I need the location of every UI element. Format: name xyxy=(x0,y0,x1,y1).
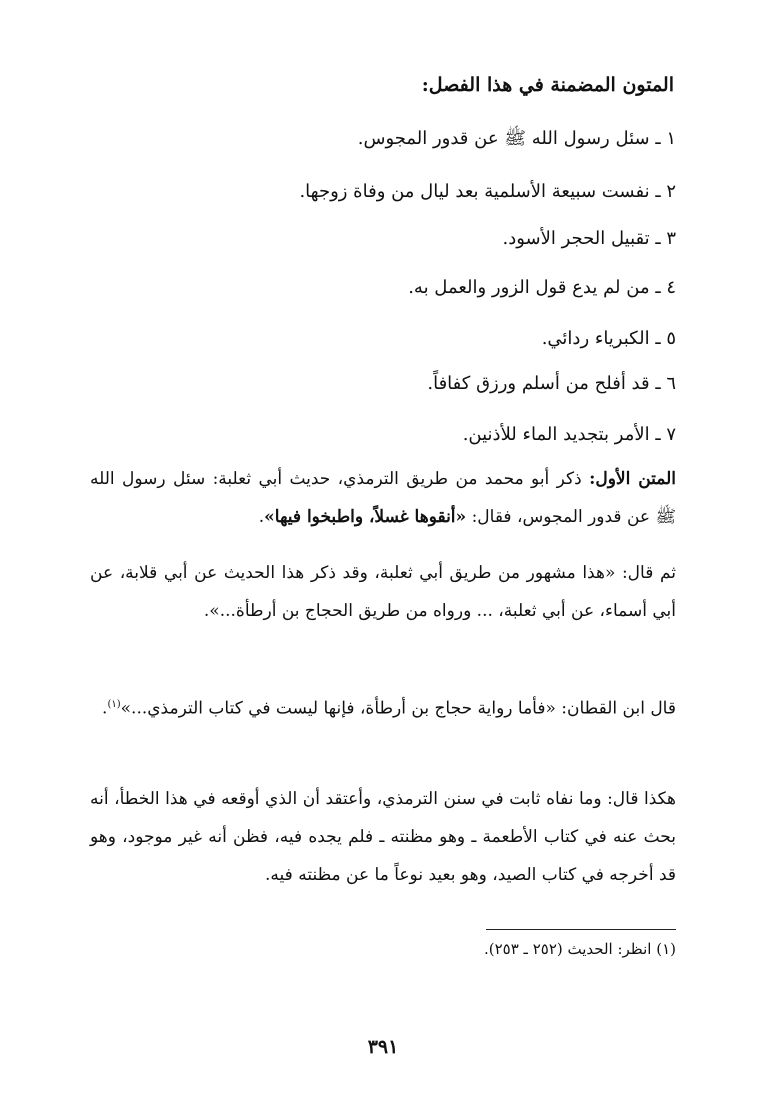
page-number: ٣٩١ xyxy=(367,1036,399,1058)
list-item: ٥ ـ الكبرياء ردائي. xyxy=(541,328,676,349)
footnote: (١) انظر: الحديث (٢٥٢ ـ ٢٥٣). xyxy=(483,940,676,958)
ibn-alqattan-end: . xyxy=(102,698,108,719)
first-text-label: المتن الأول: xyxy=(589,469,676,489)
list-item: ٤ ـ من لم يدع قول الزور والعمل به. xyxy=(408,277,676,298)
ibn-alqattan-text: قال ابن القطان: «فأما رواية حجاج بن أرطأة، فإنها ليست في كتاب الترمذي...» xyxy=(120,698,676,719)
section-heading: المتون المضمنة في هذا الفصل: xyxy=(421,74,674,96)
first-text-body: ذكر أبو محمد من طريق الترمذي، حديث أبي ثعلبة: سئل رسول الله ﷺ عن قدور المجوس، فقال: xyxy=(90,469,676,527)
list-item: ١ ـ سئل رسول الله ﷺ عن قدور المجوس. xyxy=(357,128,676,149)
list-item: ٢ ـ نفست سبيعة الأسلمية بعد ليال من وفاة زوجها. xyxy=(299,181,676,202)
footnote-marker: (١) xyxy=(107,699,121,710)
hadith-quote: «أنقوها غسلاً، واطبخوا فيها» xyxy=(264,507,467,527)
list-item: ٧ ـ الأمر بتجديد الماء للأذنين. xyxy=(462,424,676,445)
paragraph-first-text xyxy=(90,460,676,536)
list-item: ٦ ـ قد أفلح من أسلم ورزق كفافاً. xyxy=(427,373,676,394)
first-text-end: . xyxy=(258,507,265,527)
book-page xyxy=(90,0,676,1115)
paragraph-ibn-alqattan xyxy=(90,686,676,728)
list-item: ٣ ـ تقبيل الحجر الأسود. xyxy=(502,228,676,249)
paragraph-tirmidhi-quote: ثم قال: «هذا مشهور من طريق أبي ثعلبة، وقد ذكر هذا الحديث عن أبي قلابة، عن أبي أسماء، عن أبي ثعلبة، ... ورواه من طريق الحجاج بن أرطأة...». xyxy=(90,563,676,621)
footnote-divider xyxy=(486,929,676,930)
paragraph-commentary: هكذا قال: وما نفاه ثابت في سنن الترمذي، وأعتقد أن الذي أوقعه في هذا الخطأ، أنه بحث عنه في كتاب الأطعمة ـ وهو مظنته ـ فلم يجده فيه، فظن أنه غير موجود، وهو قد أخرجه في كتاب الصيد، وهو بعيد نوعاً ما عن مظنته فيه. xyxy=(90,789,676,885)
